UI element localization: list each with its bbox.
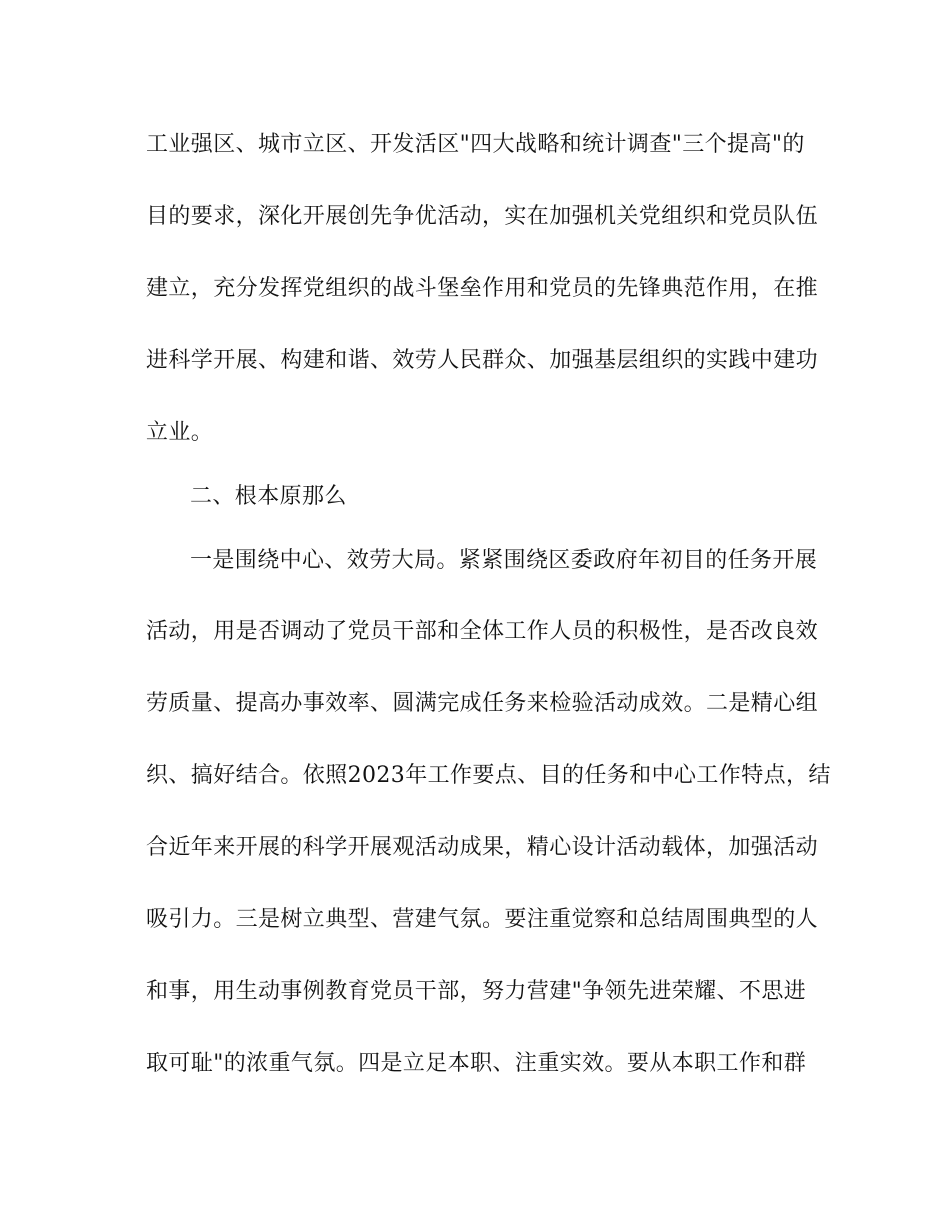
paragraph-line: 工业强区、城市立区、开发活区"四大战略和统计调查"三个提高"的: [146, 132, 805, 157]
paragraph-line: 劳质量、提高办事效率、圆满完成任务来检验活动成效。二是精心组: [146, 691, 819, 716]
paragraph-line: 一是围绕中心、效劳大局。紧紧围绕区委政府年初目的任务开展: [190, 548, 818, 573]
paragraph-line: 吸引力。三是树立典型、营建气氛。要注重觉察和总结周围典型的人: [146, 907, 819, 932]
paragraph-line: 和事，用生动事例教育党员干部，努力营建"争领先进荣耀、不思进: [146, 979, 807, 1004]
paragraph-line: 活动，用是否调动了党员干部和全体工作人员的积极性，是否改良效: [146, 619, 819, 644]
paragraph-line: 取可耻"的浓重气氛。四是立足本职、注重实效。要从本职工作和群: [146, 1051, 807, 1076]
paragraph-line: 织、搞好结合。依照2023年工作要点、目的任务和中心工作特点，结: [146, 763, 831, 788]
paragraph-line: 合近年来开展的科学开展观活动成果，精心设计活动载体，加强活动: [146, 835, 819, 860]
paragraph-line: 立业。: [146, 420, 214, 445]
paragraph-line: 目的要求，深化开展创先争优活动，实在加强机关党组织和党员队伍: [146, 204, 819, 229]
paragraph-line: 进科学开展、构建和谐、效劳人民群众、加强基层组织的实践中建功: [146, 348, 819, 373]
section-heading: 二、根本原那么: [190, 484, 347, 509]
paragraph-line: 建立，充分发挥党组织的战斗堡垒作用和党员的先锋典范作用，在推: [146, 276, 819, 301]
